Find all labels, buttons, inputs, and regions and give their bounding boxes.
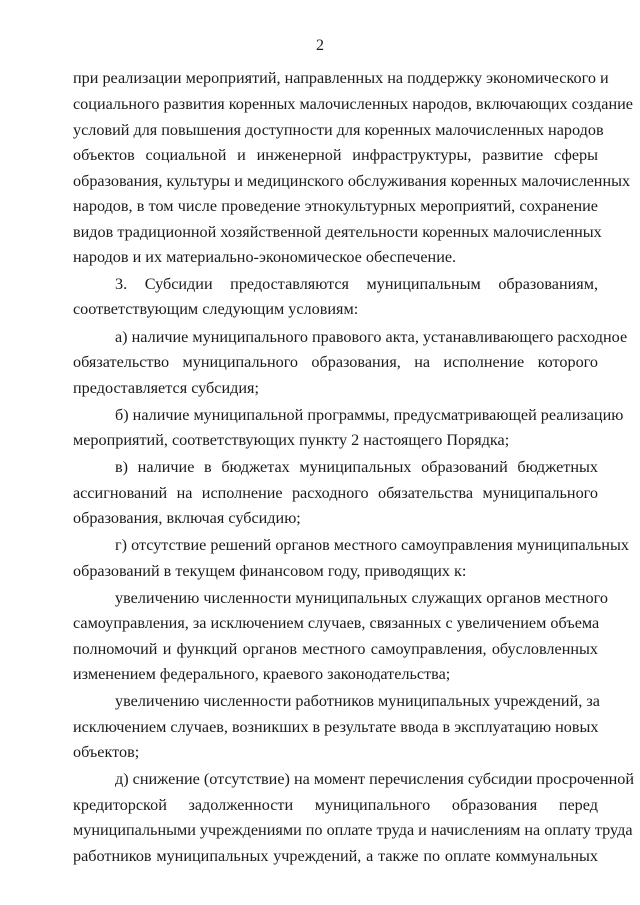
text-line: полномочий и функций органов местного самоуправления, обусловленных xyxy=(73,640,598,658)
text-line: самоуправления, за исключением случаев, связанных с увеличением объема xyxy=(73,614,600,632)
text-line: работников муниципальных учреждений, а также по оплате коммунальных xyxy=(73,847,598,865)
text-line: образования, включая субсидию; xyxy=(73,509,301,527)
text-line: объектов социальной и инженерной инфраструктуры, развитие сферы xyxy=(73,146,598,164)
item-v-line: в) наличие в бюджетах муниципальных образований бюджетных xyxy=(115,458,598,476)
paragraph-3-line: 3. Субсидии предоставляются муниципальным образованиям, xyxy=(115,275,598,293)
subitem-line: увеличению численности работников муниципальных учреждений, за xyxy=(115,692,600,710)
text-line: видов традиционной хозяйственной деятельности коренных малочисленных xyxy=(73,223,602,241)
item-b-line: б) наличие муниципальной программы, предусматривающей реализацию xyxy=(115,406,624,424)
text-line: условий для повышения доступности для коренных малочисленных народов xyxy=(73,121,604,139)
text-line: народов, в том числе проведение этнокультурных мероприятий, сохранение xyxy=(73,197,598,215)
text-line: ассигнований на исполнение расходного обязательства муниципального xyxy=(73,484,598,502)
text-line: народов и их материально-экономическое обеспечение. xyxy=(73,248,457,266)
text-line: изменением федерального, краевого законодательства; xyxy=(73,665,451,683)
page-number: 2 xyxy=(316,37,324,54)
text-line: объектов; xyxy=(73,743,140,761)
text-line: мероприятий, соответствующих пункту 2 настоящего Порядка; xyxy=(73,431,510,449)
item-a-line: а) наличие муниципального правового акта, устанавливающего расходное xyxy=(115,328,628,346)
text-line: кредиторской задолженности муниципального образования перед xyxy=(73,796,598,814)
subitem-line: увеличению численности муниципальных служащих органов местного xyxy=(115,589,608,607)
text-line: социального развития коренных малочисленных народов, включающих создание xyxy=(73,95,633,113)
text-line: исключением случаев, возникших в результате ввода в эксплуатацию новых xyxy=(73,718,599,736)
text-line: образований в текущем финансовом году, приводящих к: xyxy=(73,562,467,580)
text-line: образования, культуры и медицинского обслуживания коренных малочисленных xyxy=(73,172,631,190)
text-line: предоставляется субсидия; xyxy=(73,379,259,397)
item-d-line: д) снижение (отсутствие) на момент перечисления субсидии просроченной xyxy=(115,770,635,788)
text-line: муниципальными учреждениями по оплате труда и начислениям на оплату труда xyxy=(73,821,633,839)
text-line: при реализации мероприятий, направленных на поддержку экономического и xyxy=(73,69,609,87)
item-g-line: г) отсутствие решений органов местного самоуправления муниципальных xyxy=(115,536,629,554)
text-line: соответствующим следующим условиям: xyxy=(73,300,359,318)
text-line: обязательство муниципального образования, на исполнение которого xyxy=(73,353,598,371)
